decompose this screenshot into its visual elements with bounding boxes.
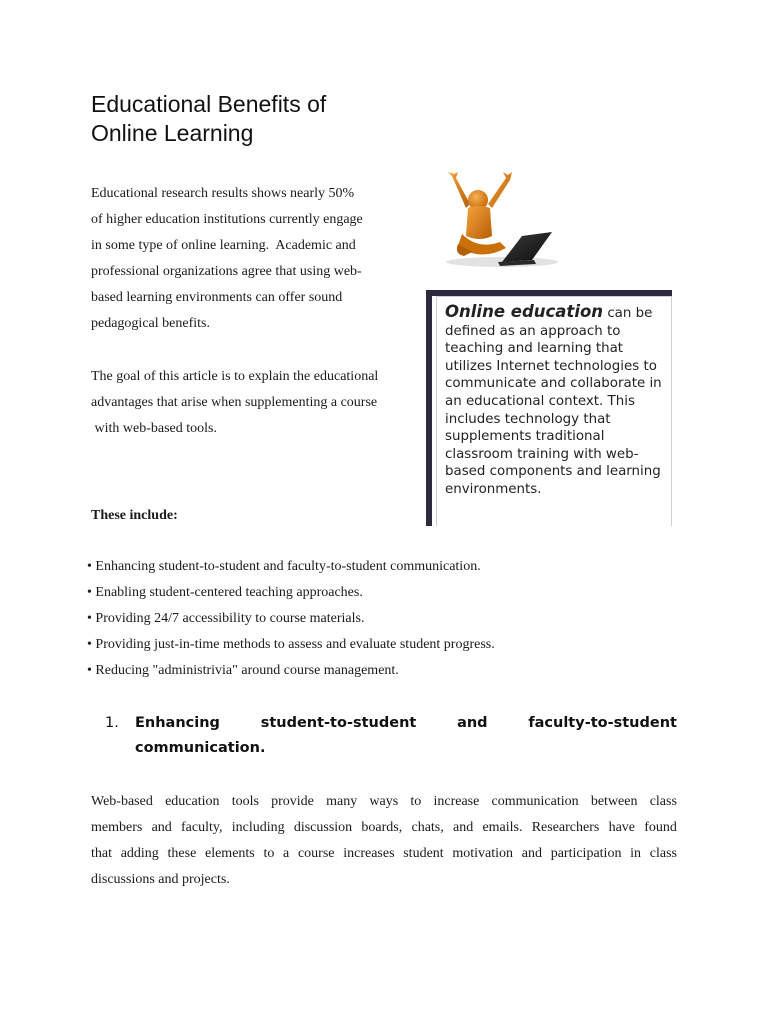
body-word: Web-based — [91, 794, 153, 809]
body-word: education — [165, 794, 220, 809]
body-word: discussion — [293, 820, 353, 835]
figure-torso — [466, 206, 492, 239]
body-word: boards, — [361, 820, 403, 835]
figure-arm-right — [488, 172, 512, 208]
body-word: including — [231, 820, 285, 835]
includes-heading: These include: — [91, 508, 178, 523]
body-line-last: discussions and projects. — [91, 872, 230, 887]
body-word: these — [167, 846, 197, 861]
person-with-laptop-illustration — [440, 170, 565, 270]
section-heading-line-2: communication. — [135, 740, 266, 756]
body-word: adding — [120, 846, 159, 861]
body-word: provide — [271, 794, 314, 809]
heading-word: student-to-student — [260, 715, 417, 731]
intro-line: in some type of online learning. Academic and — [91, 238, 356, 253]
goal-line: The goal of this article is to explain the educational — [91, 369, 379, 384]
goal-line: with web-based tools. — [91, 421, 217, 436]
heading-word: faculty-to-student — [528, 715, 677, 731]
heading-word: and — [457, 715, 488, 731]
title-line-1: Educational Benefits of — [91, 91, 327, 117]
title-line-2: Online Learning — [91, 120, 254, 146]
body-word: faculty, — [181, 820, 223, 835]
body-word: and — [521, 846, 542, 861]
body-word: and — [151, 820, 172, 835]
body-line — [91, 841, 677, 867]
definition-text — [436, 296, 672, 526]
page-title — [91, 90, 411, 148]
intro-line: Educational research results shows nearly 50% — [91, 186, 355, 201]
figure-svg — [440, 170, 565, 270]
body-word: and — [452, 820, 474, 835]
body-word: that — [91, 846, 112, 861]
section-number: 1. — [105, 715, 119, 731]
body-word: increase — [433, 794, 480, 809]
list-item: • Providing just-in-time methods to assess and evaluate student progress. — [87, 637, 495, 652]
body-word: chats, — [411, 820, 444, 835]
intro-paragraph — [91, 181, 411, 337]
definition-term: Online education — [445, 302, 604, 321]
body-word: emails. — [482, 820, 523, 835]
body-word: course — [297, 846, 335, 861]
body-word: members — [91, 820, 143, 835]
body-word: many — [326, 794, 358, 809]
section-body — [91, 789, 677, 893]
body-word: tools — [231, 794, 259, 809]
body-word: student — [403, 846, 444, 861]
body-word: class — [649, 846, 677, 861]
body-word: participation — [550, 846, 622, 861]
intro-line: of higher education institutions currently engage — [91, 212, 363, 227]
definition-sidebar — [426, 290, 672, 526]
body-line — [91, 789, 677, 815]
body-word: to — [410, 794, 422, 809]
body-word: a — [283, 846, 290, 861]
goal-paragraph — [91, 364, 411, 442]
section-heading-line-1 — [135, 711, 677, 736]
list-item: • Enhancing student-to-student and faculty-to-student communication. — [87, 559, 481, 574]
definition-body: can be defined as an approach to teaching and learning that utilizes Internet technologies to communicate and collaborate in an educational context. This includes technology that supplements traditional classroom training with web-based components and learning environments. — [445, 306, 662, 497]
heading-word: Enhancing — [135, 715, 220, 731]
laptop-screen — [502, 232, 552, 262]
body-word: found — [644, 820, 677, 835]
list-item: • Enabling student-centered teaching approaches. — [87, 585, 363, 600]
body-word: have — [608, 820, 636, 835]
intro-line: based learning environments can offer sound — [91, 290, 343, 305]
body-word: class — [649, 794, 677, 809]
body-word: motivation — [452, 846, 514, 861]
body-word: ways — [369, 794, 399, 809]
list-item: • Providing 24/7 accessibility to course materials. — [87, 611, 365, 626]
goal-line: advantages that arise when supplementing a course — [91, 395, 378, 410]
body-word: increases — [343, 846, 395, 861]
body-word: between — [590, 794, 638, 809]
body-word: Researchers — [531, 820, 600, 835]
body-line — [91, 815, 677, 841]
intro-line: professional organizations agree that using web- — [91, 264, 362, 279]
body-word: in — [630, 846, 642, 861]
body-word: to — [263, 846, 275, 861]
figure-arm-left — [448, 172, 470, 208]
benefits-list — [87, 554, 687, 684]
list-item: • Reducing "administrivia" around course management. — [87, 663, 399, 678]
intro-line: pedagogical benefits. — [91, 316, 210, 331]
body-word: elements — [204, 846, 255, 861]
body-word: communication — [491, 794, 579, 809]
